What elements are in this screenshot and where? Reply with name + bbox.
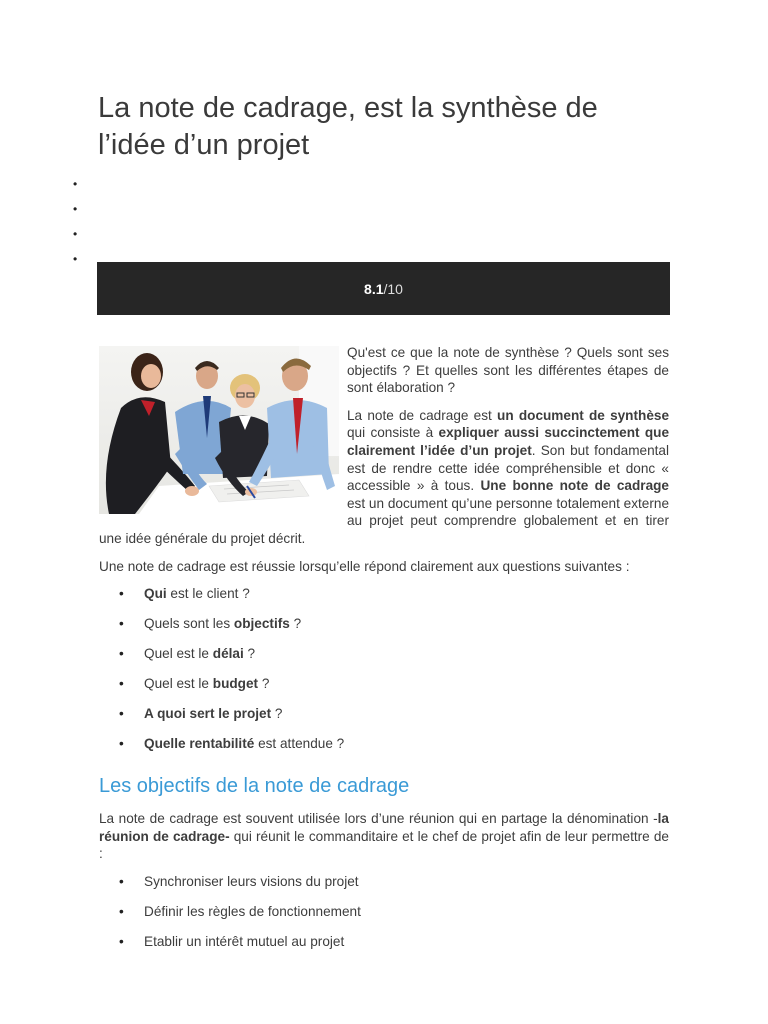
team-meeting-photo	[99, 346, 339, 514]
rating-score: 8.1/10	[364, 280, 403, 297]
article-title: La note de cadrage, est la synthèse de l’idée d’un projet	[98, 92, 598, 161]
list-item: • Quel est le budget ?	[99, 675, 669, 693]
intro-paragraph-3: Une note de cadrage est réussie lorsqu’elle répond clairement aux questions suivantes :	[99, 558, 630, 574]
article-content	[99, 344, 669, 963]
section-heading: Les objectifs de la note de cadrage	[99, 775, 410, 798]
list-item: • Quel est le délai ?	[99, 645, 669, 663]
list-item: • Quels sont les objectifs ?	[99, 615, 669, 633]
section-paragraph: La note de cadrage est souvent utilisée lors d’une réunion qui en partage la dénomination -la réunion de cadrage- qui réunit le commanditaire et le chef de projet afin de leur permettre de :	[99, 811, 669, 862]
questions-list	[99, 585, 669, 752]
list-item: • Synchroniser leurs visions du projet	[99, 873, 669, 891]
list-item: • Qui est le client ?	[99, 585, 669, 603]
intro-paragraph-2: La note de cadrage est un document de synthèse qui consiste à expliquer aussi succinctement que clairement l’idée d’un projet. Son but fondamental est de rendre cette idée compréhensible et donc « accessible » à tous. Une bonne note de cadrage est un document qu’une personne totalement externe au projet peut comprendre globalement et en tirer une idée générale du projet décrit.	[99, 407, 670, 546]
list-item: • Etablir un intérêt mutuel au projet	[99, 933, 669, 951]
intro-paragraph-1: Qu'est ce que la note de synthèse ? Quels sont ses objectifs ? Et quelles sont les différentes étapes de sont élaboration ?	[347, 345, 669, 396]
rating-bar	[97, 262, 670, 315]
objectives-list	[99, 873, 669, 950]
list-item: • Quelle rentabilité est attendue ?	[99, 735, 669, 753]
list-item: • A quoi sert le projet ?	[99, 705, 669, 723]
list-item: • Définir les règles de fonctionnement	[99, 903, 669, 921]
